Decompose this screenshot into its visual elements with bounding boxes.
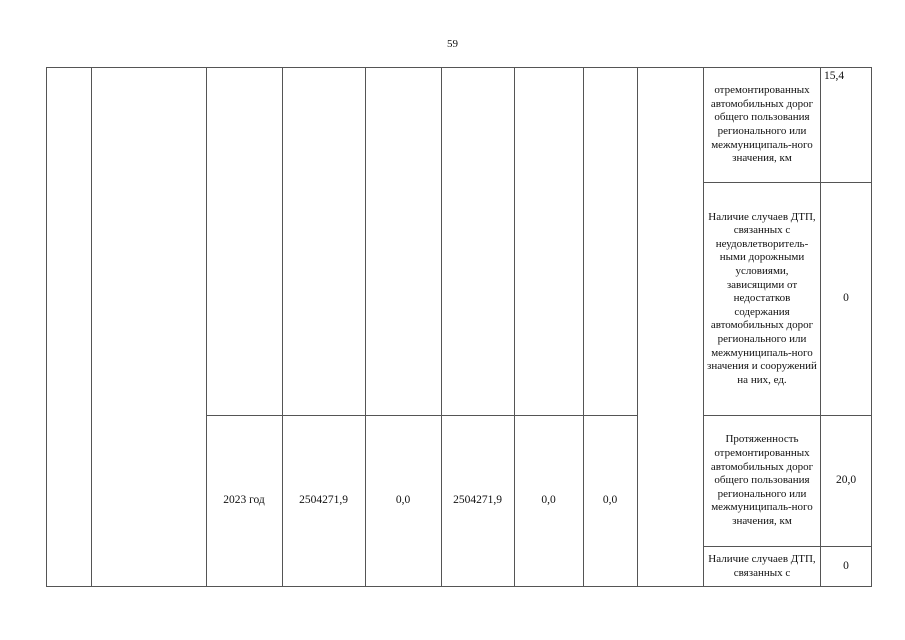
amount-cell: 2504271,9 <box>453 494 502 507</box>
table-right-border <box>871 67 872 587</box>
indicator-text: Наличие случаев ДТП, связанных с <box>708 553 816 579</box>
column-divider <box>91 67 92 587</box>
amount-cell: 0,0 <box>602 494 618 507</box>
indicator-value: 0 <box>843 292 849 305</box>
indicator-value: 15,4 <box>824 70 845 82</box>
indicator-text: Протяженность отремонтированных автомобильных дорог общего пользования регионального или межмуниципаль-ного значения, км <box>710 433 814 527</box>
indicator-text: отремонтированных автомобильных дорог общего пользования регионального или межмуниципаль-ного значения, км <box>710 84 814 165</box>
indicator-value: 20,0 <box>835 474 857 487</box>
table-top-border <box>46 67 872 68</box>
indicator-value: 0 <box>843 559 849 572</box>
total-amount-cell: 2504271,9 <box>299 494 348 507</box>
table-left-border <box>46 67 47 587</box>
data-table <box>46 67 872 587</box>
page-number: 59 <box>447 38 458 50</box>
year-cell: 2023 год <box>223 494 265 507</box>
amount-cell: 0,0 <box>395 494 411 507</box>
amount-cell: 0,0 <box>541 494 556 507</box>
table-bottom-border <box>46 586 872 587</box>
indicator-text: Наличие случаев ДТП, связанных с неудовлетворитель-ными дорожными условиями, зависящими от недостатков содержания автомобильных дорог регионального или межмуниципаль-ного значения и сооружений на них, ед. <box>707 210 817 386</box>
column-divider <box>637 67 638 587</box>
